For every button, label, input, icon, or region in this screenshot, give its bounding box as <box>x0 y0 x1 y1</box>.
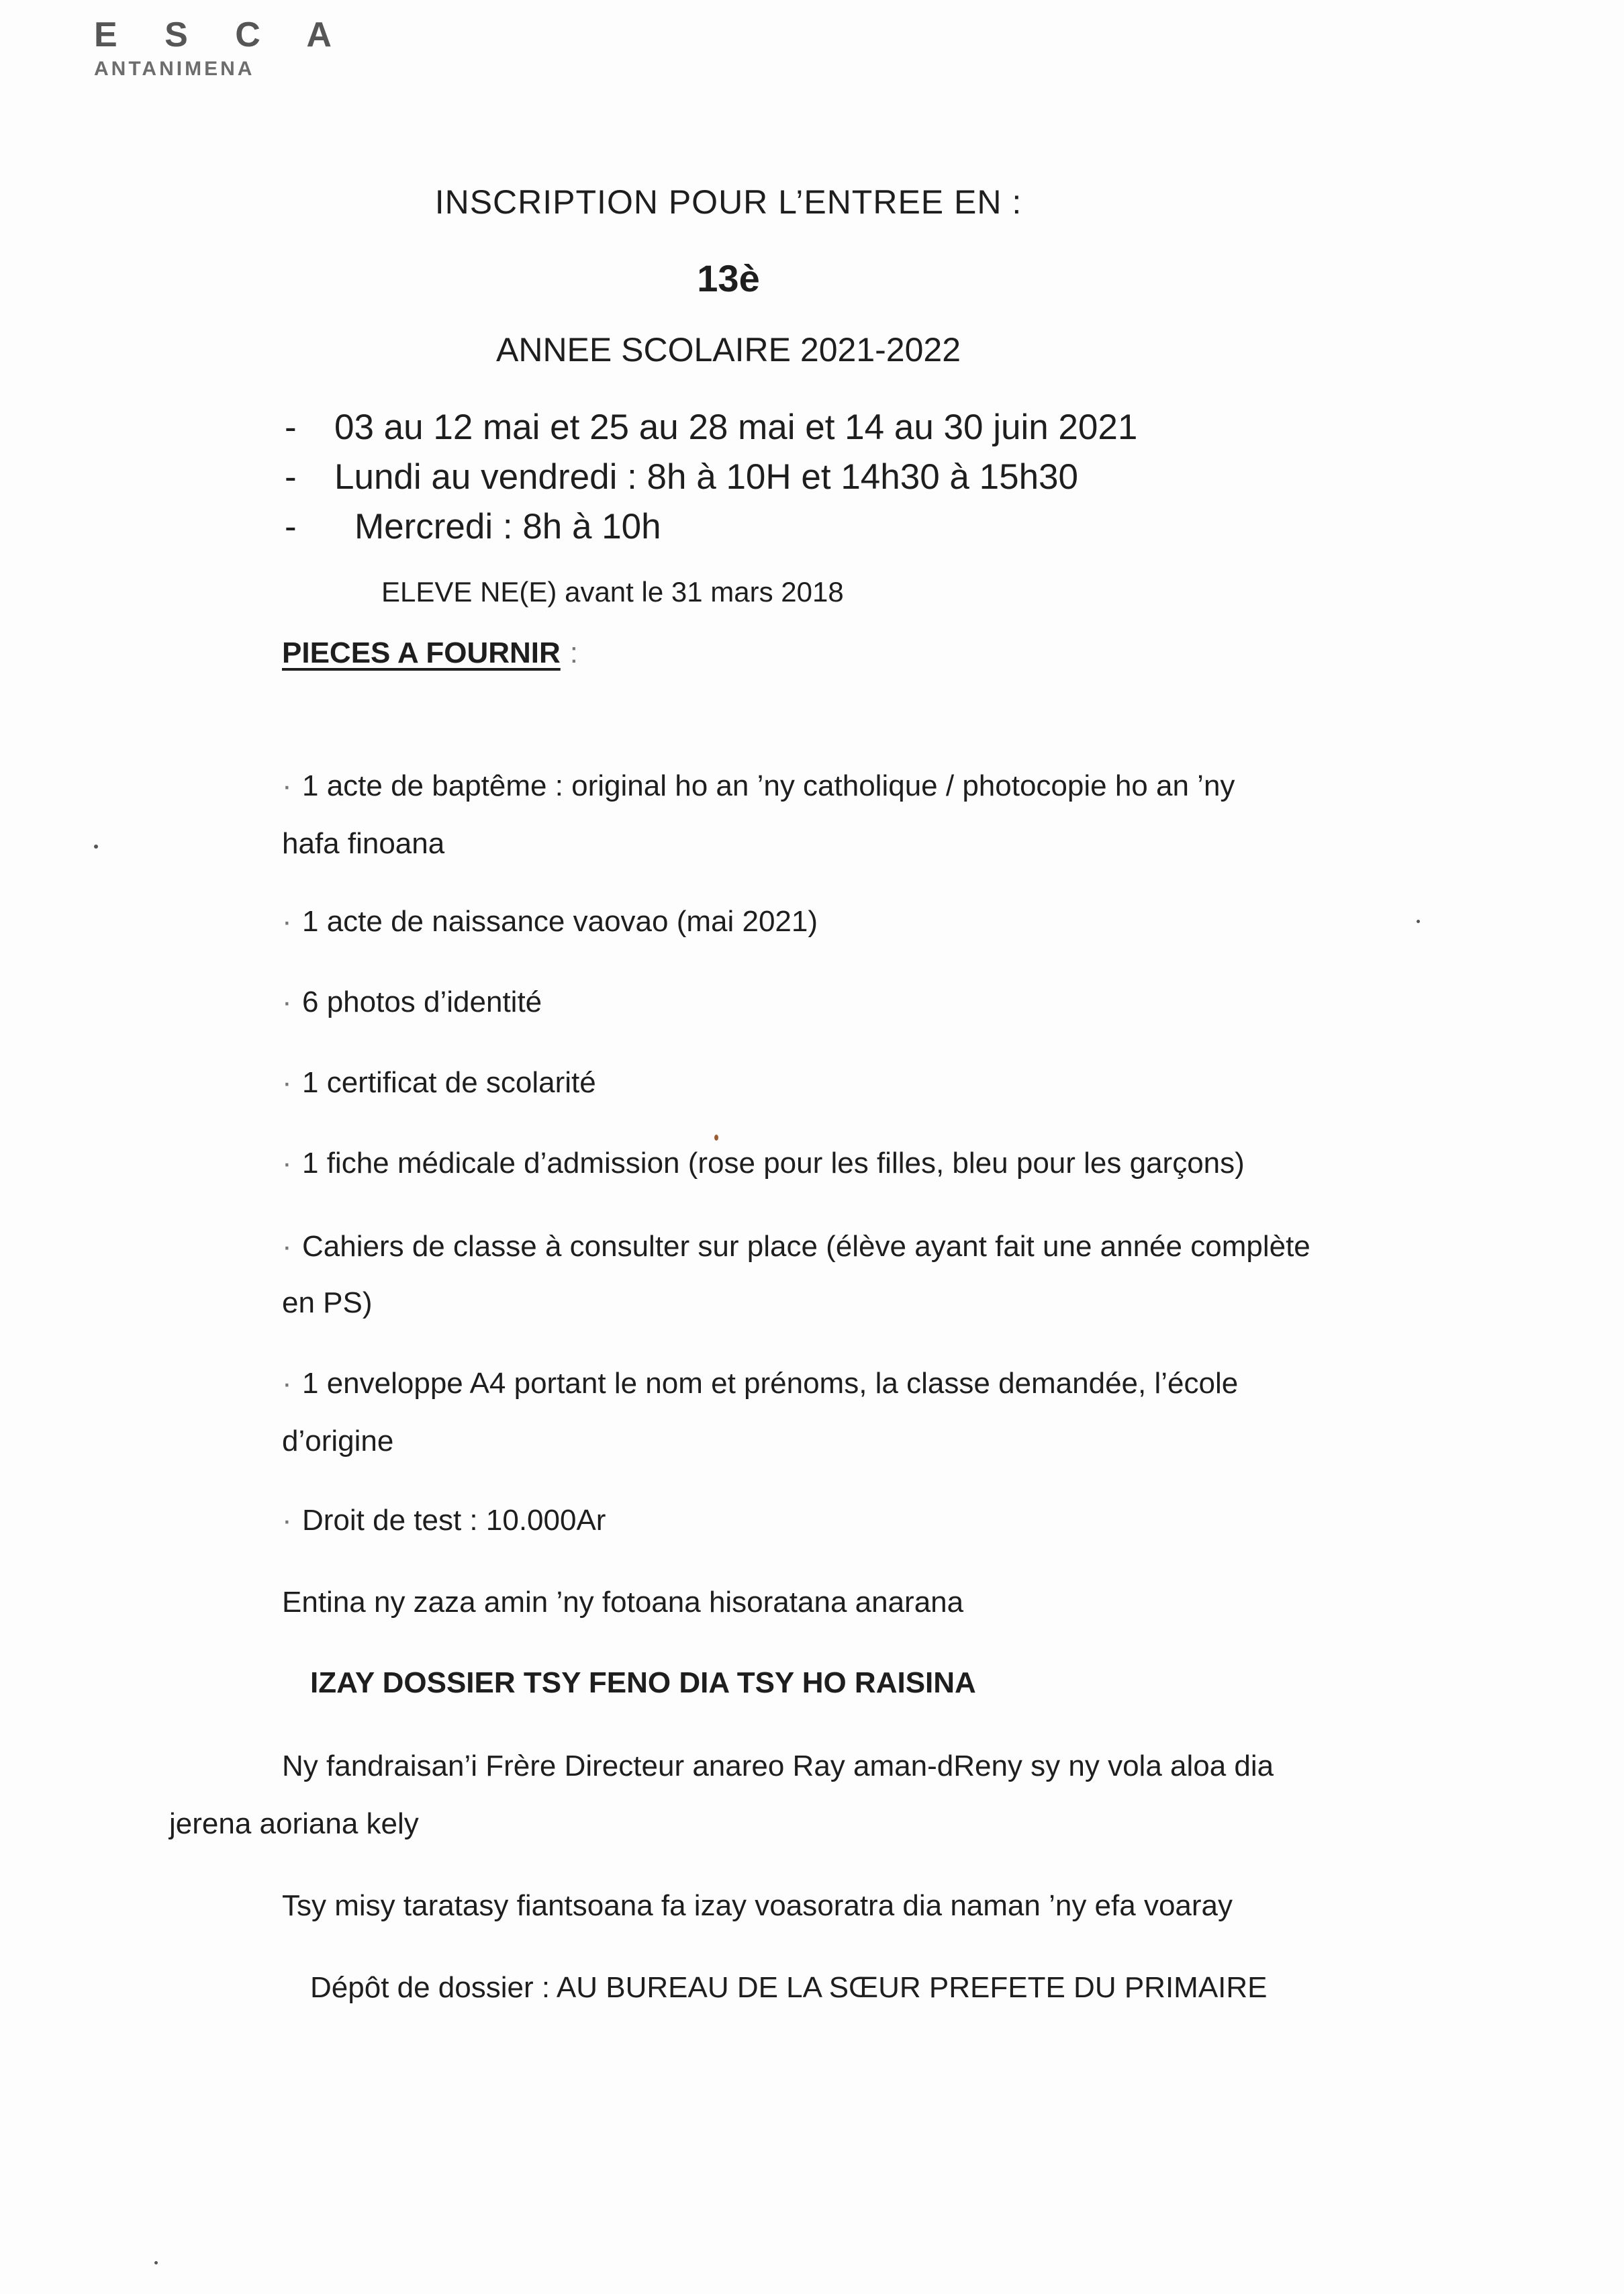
bullet-dot: · <box>282 1504 292 1537</box>
bullet-dot: · <box>282 1230 292 1263</box>
director-note-line2: jerena aoriana kely <box>169 1807 419 1840</box>
page-title: INSCRIPTION POUR L’ENTREE EN : <box>434 183 1022 221</box>
list-item-continuation <box>282 1413 1477 1470</box>
item-school-certificate: 1 certificat de scolarité <box>302 1066 596 1099</box>
item-notebooks-line1: Cahiers de classe à consulter sur place (élève ayant fait une année complète <box>302 1230 1310 1263</box>
school-stamp <box>94 15 350 81</box>
director-note-line1: Ny fandraisan’i Frère Directeur anareo Ray aman-dReny sy ny vola aloa dia <box>282 1750 1274 1782</box>
bullet-dot: · <box>282 1066 292 1099</box>
photo-session-note: Entina ny zaza amin ’ny fotoana hisoratana anarana <box>282 1586 964 1619</box>
list-item <box>282 1492 1477 1549</box>
list-item <box>282 1054 1477 1112</box>
item-birth-certificate: 1 acte de naissance vaovao (mai 2021) <box>302 905 818 938</box>
incomplete-dossier-warning: IZAY DOSSIER TSY FENO DIA TSY HO RAISINA <box>310 1666 976 1699</box>
list-dash: - <box>285 457 297 497</box>
scan-speck <box>154 2261 158 2264</box>
item-medical-form: 1 fiche médicale d’admission (rose pour les filles, bleu pour les garçons) <box>302 1147 1245 1180</box>
pieces-heading <box>282 636 578 670</box>
bullet-dot: · <box>282 1147 292 1180</box>
schedule-item <box>285 502 1137 552</box>
grade-level: 13è <box>697 257 760 299</box>
list-item-continuation <box>282 815 1477 873</box>
scan-speck <box>94 845 98 849</box>
list-item <box>282 1135 1477 1192</box>
pieces-heading-colon: : <box>569 636 579 669</box>
list-item <box>282 1218 1477 1276</box>
list-dash: - <box>285 408 297 447</box>
no-letter-note: Tsy misy taratasy fiantsoana fa izay voasoratra dia naman ’ny efa voaray <box>282 1889 1233 1922</box>
school-year: ANNEE SCOLAIRE 2021-2022 <box>495 331 961 369</box>
dossier-deposit-note: Dépôt de dossier : AU BUREAU DE LA SŒUR PREFETE DU PRIMAIRE <box>310 1971 1268 2004</box>
bullet-dot: · <box>282 1367 292 1400</box>
schedule-item <box>285 452 1137 502</box>
stamp-initials: E S C A <box>94 15 350 54</box>
item-baptism-line2: hafa finoana <box>282 827 445 860</box>
schedule-item <box>285 403 1137 452</box>
item-photos: 6 photos d’identité <box>302 986 542 1018</box>
eligibility-note: ELEVE NE(E) avant le 31 mars 2018 <box>381 576 844 608</box>
bullet-dot: · <box>282 769 292 802</box>
item-envelope-line2: d’origine <box>282 1425 394 1457</box>
schedule-wednesday-hours: Mercredi : 8h à 10h <box>354 507 661 546</box>
stamp-location: ANTANIMENA <box>94 58 255 80</box>
pieces-heading-text: PIECES A FOURNIR <box>282 636 561 669</box>
list-item <box>282 1355 1477 1413</box>
registration-schedule <box>285 403 1137 552</box>
list-item <box>282 757 1477 815</box>
item-envelope-line1: 1 enveloppe A4 portant le nom et prénoms, la classe demandée, l’école <box>302 1367 1239 1400</box>
list-item <box>282 893 1477 951</box>
item-test-fee: Droit de test : 10.000Ar <box>302 1504 606 1537</box>
list-item-continuation <box>282 1274 1477 1332</box>
schedule-dates: 03 au 12 mai et 25 au 28 mai et 14 au 30 juin 2021 <box>334 408 1138 447</box>
item-notebooks-line2: en PS) <box>282 1286 373 1319</box>
list-dash: - <box>285 507 297 546</box>
item-baptism-line1: 1 acte de baptême : original ho an ’ny catholique / photocopie ho an ’ny <box>302 769 1235 802</box>
list-item <box>282 973 1477 1031</box>
bullet-dot: · <box>282 986 292 1018</box>
schedule-weekday-hours: Lundi au vendredi : 8h à 10H et 14h30 à 15h30 <box>334 457 1079 497</box>
bullet-dot: · <box>282 905 292 938</box>
